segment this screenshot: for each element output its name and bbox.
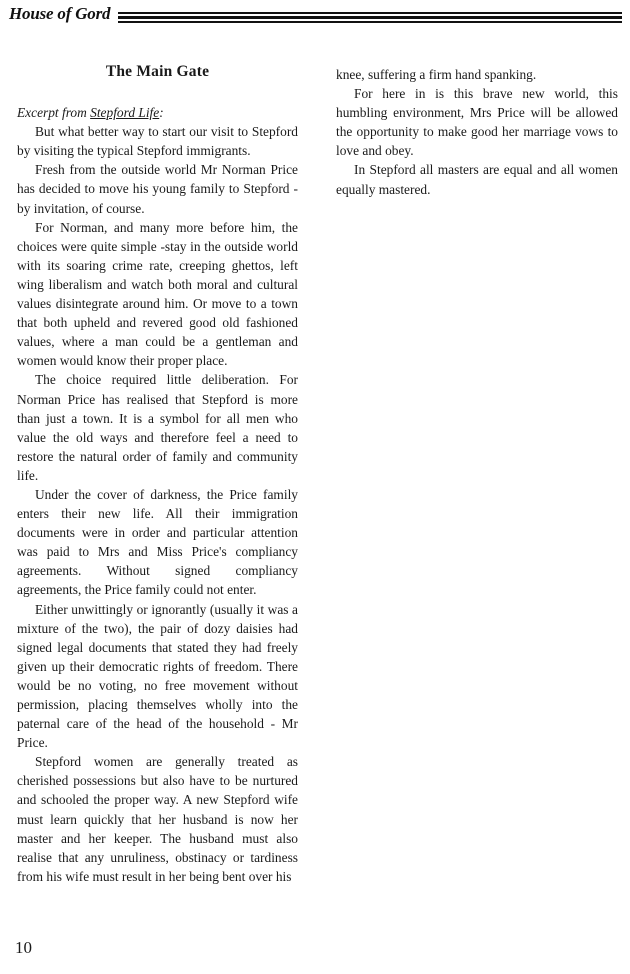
paragraph: Either unwittingly or ignorantly (usually it was a mixture of the two), the pair of dozy daisies had signed legal documents that stated they had freely given up their democratic rights of freedom. There would be no voting, no free movement without permission, placing themselves wholly into the paternal care of the head of the household - Mr Price.	[17, 601, 298, 751]
excerpt-source: Stepford Life	[90, 105, 160, 121]
page-header	[0, 4, 630, 30]
paragraph: Fresh from the outside world Mr Norman Price has decided to move his young family to Stepford - by invitation, of course.	[17, 162, 298, 216]
right-column	[336, 65, 618, 199]
article-title: The Main Gate	[105, 63, 210, 80]
header-rule	[118, 21, 622, 23]
paragraph: Stepford women are generally treated as cherished possessions but also have to be nurtured and schooled the proper way. A new Stepford wife must learn quickly that her husband is now her master and her keeper. The husband must also realise that any unruliness, obstinacy or tardiness from his wife must result in her being bent over his	[17, 754, 298, 884]
header-rule	[118, 16, 622, 19]
paragraph: But what better way to start our visit to Stepford by visiting the typical Stepford immigrants.	[17, 124, 298, 159]
header-rule	[118, 12, 622, 14]
excerpt-prefix: Excerpt from	[17, 105, 91, 121]
page-number: 10	[15, 938, 32, 957]
paragraph: For Norman, and many more before him, the choices were quite simple -stay in the outside world with its soaring crime rate, creeping ghettos, left wing liberalism and watch both moral and cultural values disintegrate around him. Or move to a town that both upheld and revered good old fashioned values, where a man could be a gentleman and women would know their proper place.	[17, 219, 298, 369]
paragraph: For here in is this brave new world, this humbling environment, Mrs Price will be allowed the opportunity to make good her marriage vows to love and obey.	[336, 86, 618, 159]
paragraph: Under the cover of darkness, the Price family enters their new life. All their immigration documents were in order and particular attention was paid to Mrs and Miss Price's compliancy agreements. Without signed compliancy agreements, the Price family could not enter.	[17, 486, 298, 598]
brand-title: House of Gord	[9, 4, 111, 23]
paragraph-continuation: knee, suffering a firm hand spanking.	[336, 67, 537, 82]
excerpt-suffix: :	[159, 105, 164, 121]
paragraph: The choice required little deliberation. For Norman Price has realised that Stepford is more than just a town. It is a symbol for all men who value the old ways and therefore feel a need to restore the natural order of family and community life.	[17, 372, 298, 483]
left-column	[17, 62, 298, 886]
paragraph: In Stepford all masters are equal and all women equally mastered.	[336, 162, 618, 197]
excerpt-line	[17, 103, 298, 122]
